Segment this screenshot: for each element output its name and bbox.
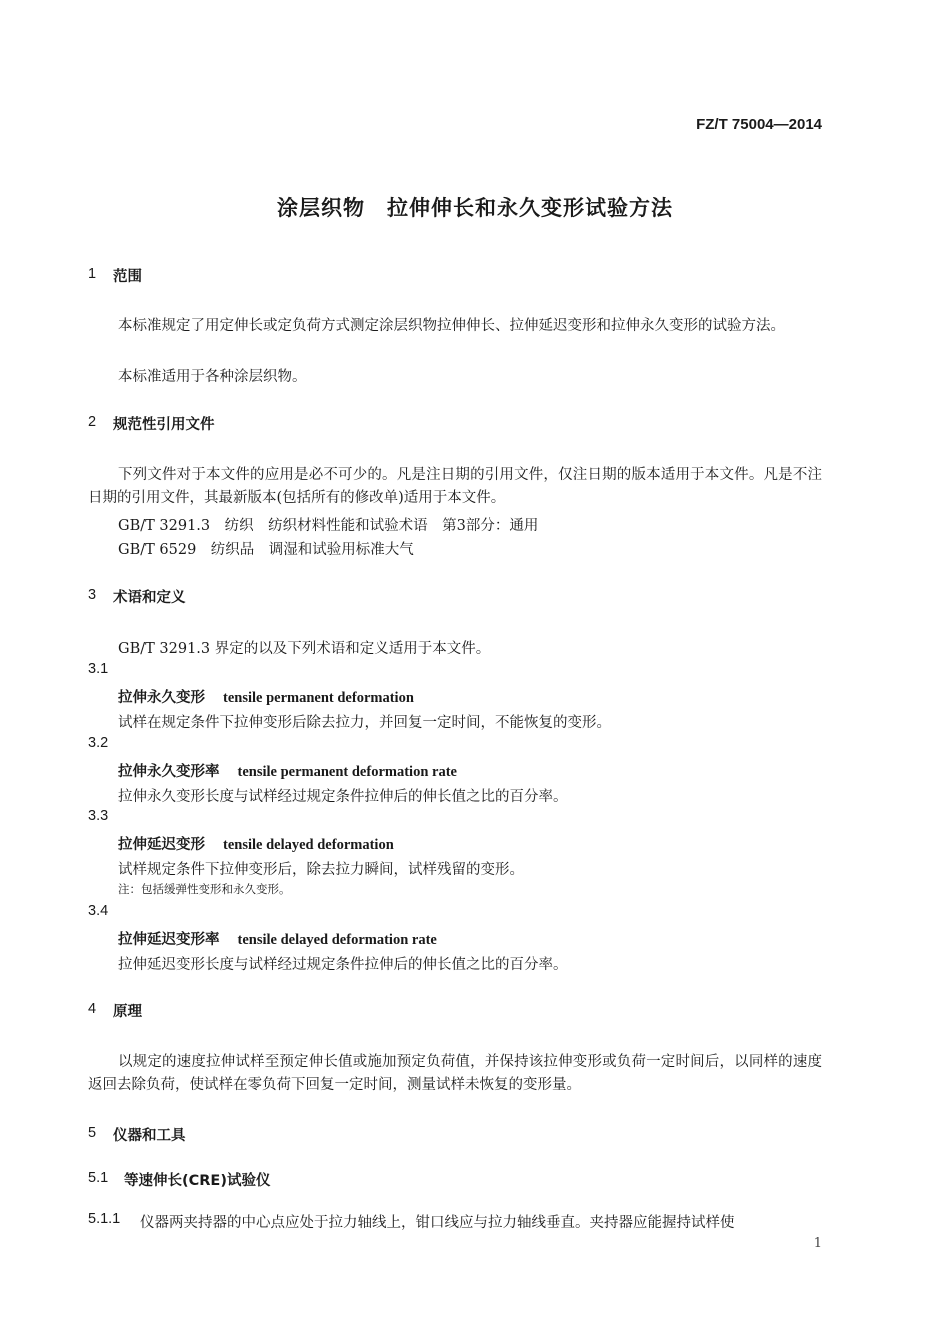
term-definition: 试样在规定条件下拉伸变形后除去拉力，并回复一定时间，不能恢复的变形。 (118, 715, 611, 731)
term-english: tensile permanent deformation rate (237, 764, 457, 780)
term-definition: 拉伸永久变形长度与试样经过规定条件拉伸后的伸长值之比的百分率。 (118, 789, 568, 805)
term-heading (118, 833, 394, 854)
term-definition: 试样规定条件下拉伸变形后，除去拉力瞬间，试样残留的变形。 (118, 862, 524, 878)
section-1-number: 1 (88, 266, 97, 282)
reference-gbt-6529: GB/T 6529 纺织品 调湿和试验用标准大气 (118, 542, 414, 558)
term-number: 3.3 (88, 808, 109, 824)
term-note: 注：包括缓弹性变形和永久变形。 (118, 882, 291, 896)
section-5-number: 5 (88, 1125, 97, 1141)
section-2-number: 2 (88, 414, 97, 430)
subsection-5-1-heading: 等速伸长(CRE)试验仪 (124, 1173, 271, 1189)
section-5-heading: 仪器和工具 (113, 1128, 186, 1144)
term-chinese: 拉伸延迟变形率 (118, 932, 220, 948)
clause-5-1-1-number: 5.1.1 (88, 1211, 121, 1227)
section-3-intro: GB/T 3291.3 界定的以及下列术语和定义适用于本文件。 (118, 641, 491, 657)
clause-5-1-1-text: 仪器两夹持器的中心点应处于拉力轴线上，钳口线应与拉力轴线垂直。夹持器应能握持试样使 (140, 1215, 735, 1231)
term-number: 3.1 (88, 661, 109, 677)
section-1-paragraph-1: 本标准规定了用定伸长或定负荷方式测定涂层织物拉伸伸长、拉伸延迟变形和拉伸永久变形的试验方法。 (118, 318, 785, 334)
section-4-number: 4 (88, 1001, 97, 1017)
document-title: 涂层织物 拉伸伸长和永久变形试验方法 (277, 196, 673, 220)
term-number: 3.4 (88, 903, 109, 919)
section-2-heading: 规范性引用文件 (113, 417, 215, 433)
term-english: tensile permanent deformation (223, 690, 414, 706)
term-heading (118, 928, 437, 949)
subsection-5-1-number: 5.1 (88, 1170, 109, 1186)
section-1-heading: 范围 (113, 269, 142, 285)
term-chinese: 拉伸永久变形率 (118, 764, 220, 780)
section-3-heading: 术语和定义 (113, 590, 186, 606)
term-definition: 拉伸延迟变形长度与试样经过规定条件拉伸后的伸长值之比的百分率。 (118, 957, 568, 973)
section-2-paragraph-1: 下列文件对于本文件的应用是必不可少的。凡是注日期的引用文件，仅注日期的版本适用于本文件。凡是不注日期的引用文件，其最新版本(包括所有的修改单)适用于本文件。 (88, 467, 822, 506)
term-chinese: 拉伸延迟变形 (118, 837, 205, 853)
term-heading (118, 686, 414, 707)
page-number: 1 (813, 1236, 822, 1251)
term-number: 3.2 (88, 735, 109, 751)
term-english: tensile delayed deformation (223, 837, 394, 853)
standard-number: FZ/T 75004—2014 (696, 116, 822, 133)
term-english: tensile delayed deformation rate (237, 932, 437, 948)
reference-gbt-3291-3: GB/T 3291.3 纺织 纺织材料性能和试验术语 第3部分：通用 (118, 518, 539, 534)
section-3-number: 3 (88, 587, 97, 603)
term-heading (118, 760, 457, 781)
term-chinese: 拉伸永久变形 (118, 690, 205, 706)
section-4-paragraph-1: 以规定的速度拉伸试样至预定伸长值或施加预定负荷值，并保持该拉伸变形或负荷一定时间后，以同样的速度返回去除负荷，使试样在零负荷下回复一定时间，测量试样未恢复的变形量。 (88, 1054, 822, 1093)
section-1-paragraph-2: 本标准适用于各种涂层织物。 (118, 369, 307, 385)
section-4-heading: 原理 (113, 1004, 142, 1020)
